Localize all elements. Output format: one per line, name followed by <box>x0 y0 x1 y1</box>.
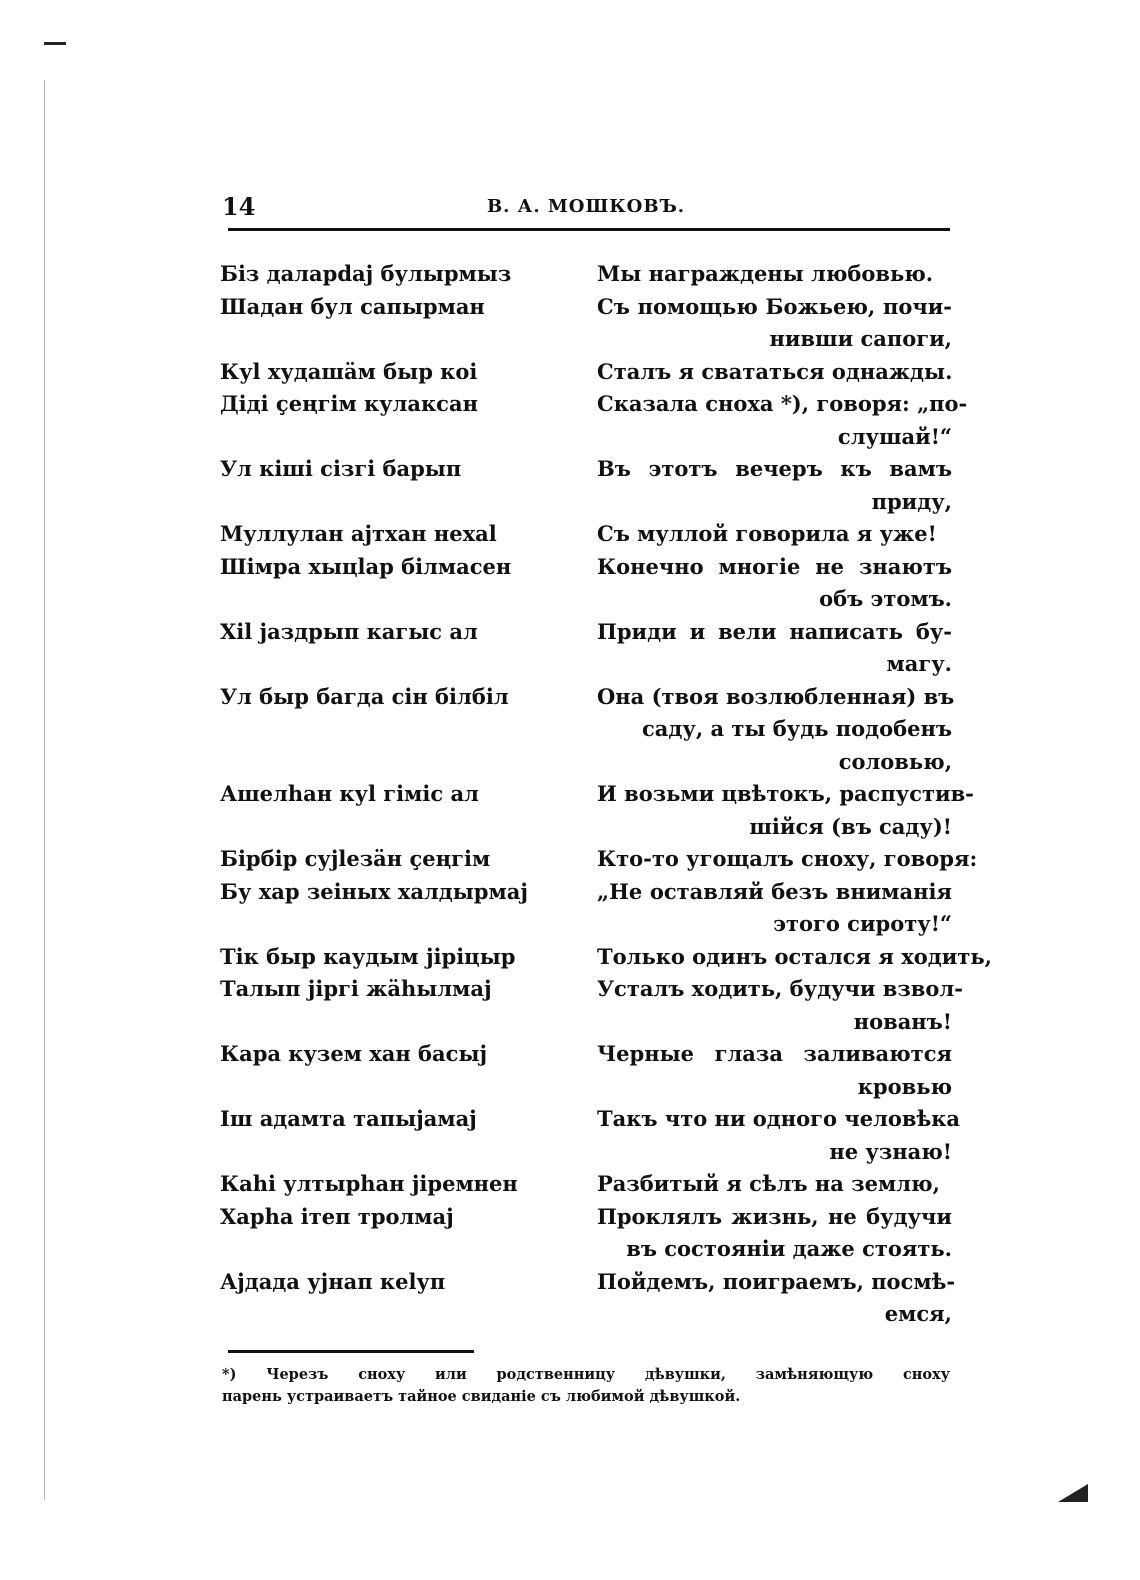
footnote-line: *) Черезъ сноху или родственницу дѣвушки, замѣняющую сноху <box>222 1366 950 1383</box>
translation-text <box>597 518 952 616</box>
translation-line: Она (твоя возлюбленная) въ <box>597 683 955 709</box>
translation-text <box>597 258 952 356</box>
original-line: Аjдада уjнап кеlуп <box>220 1268 446 1294</box>
stanza <box>220 1168 952 1266</box>
translation-line: И возьми цвѣтокъ, распустив- <box>597 781 974 806</box>
original-text <box>220 843 570 941</box>
translation-line: Приди и вели написать бу- <box>597 618 952 644</box>
translation-line: Черные глаза заливаются <box>597 1041 952 1066</box>
original-line: Біз даларdaj булырмыз <box>220 261 512 286</box>
running-title: В. А. МОШКОВЪ. <box>486 196 686 217</box>
translation-text <box>597 356 968 454</box>
translation-line: приду, <box>871 488 952 514</box>
original-text <box>220 616 570 681</box>
original-text <box>220 453 570 518</box>
translation-line: саду, а ты будь подобенъ <box>642 716 952 741</box>
stanza <box>220 941 992 1039</box>
translation-line: „Не оставляй безъ вниманія <box>597 878 952 904</box>
original-line: Іш адамта тапыjамаj <box>220 1106 477 1131</box>
original-text <box>220 258 570 356</box>
original-line: Шадан бул сапырман <box>220 293 485 319</box>
poem-body <box>220 258 992 1331</box>
original-line: Куl худашäм быр коi <box>220 358 478 384</box>
translation-line: этого сироту!“ <box>773 911 952 936</box>
translation-line: нованъ! <box>853 1008 952 1034</box>
stanza <box>220 1266 956 1331</box>
translation-text <box>597 616 952 681</box>
scan-artifact-corner-bottom <box>1058 1484 1088 1502</box>
original-line: Тік быр каудым jіріцыр <box>220 943 516 969</box>
stanza <box>220 778 974 843</box>
original-line: Каhі ултырhан jіремнен <box>220 1171 518 1196</box>
original-line: Харhа ітеп тролмаj <box>220 1203 454 1229</box>
translation-line: Сказала сноха *), говоря: „по- <box>597 391 968 416</box>
original-line: Бірбір суjlезäн ҫеңгім <box>220 846 491 871</box>
original-line: Бу хар зеіных халдырмаj <box>220 878 528 904</box>
original-text <box>220 1168 570 1266</box>
original-line: Діді ҫеңгім кулаксан <box>220 391 478 416</box>
translation-text <box>597 843 978 941</box>
original-text <box>220 681 570 779</box>
translation-line: нивши сапоги, <box>769 326 952 351</box>
translation-line: Проклялъ жизнь, не будучи <box>597 1203 952 1229</box>
translation-line: слушай!“ <box>837 423 952 449</box>
translation-line: объ этомъ. <box>819 586 952 611</box>
translation-text <box>597 1038 952 1103</box>
original-text <box>220 1038 570 1103</box>
translation-line: Пойдемъ, поиграемъ, посмѣ- <box>597 1268 956 1294</box>
stanza <box>220 258 952 356</box>
scan-artifact-corner <box>44 42 66 45</box>
original-text <box>220 518 570 616</box>
translation-line: Разбитый я сѣлъ на землю, <box>597 1171 940 1196</box>
translation-text <box>597 1168 952 1266</box>
footnote-rule <box>228 1350 474 1353</box>
stanza <box>220 1103 961 1168</box>
original-line: Талып jіргі жähылмаj <box>220 976 492 1001</box>
translation-text <box>597 1103 961 1168</box>
translation-line: Конечно многіе не знаютъ <box>597 553 952 579</box>
stanza <box>220 843 978 941</box>
page-header <box>222 190 950 224</box>
original-text <box>220 941 570 1039</box>
footnote <box>222 1364 950 1408</box>
stanza <box>220 356 968 454</box>
translation-text <box>597 941 992 1039</box>
original-line: Ул быр багда сін бiлбiл <box>220 683 509 709</box>
translation-line: Съ муллой говорила я уже! <box>597 521 937 546</box>
header-rule <box>228 228 950 231</box>
original-text <box>220 356 570 454</box>
stanza <box>220 1038 952 1103</box>
original-text <box>220 1103 570 1168</box>
translation-text <box>597 681 955 779</box>
translation-line: кровью <box>857 1073 952 1099</box>
original-line: Шімра хыцlар білмасен <box>220 553 512 579</box>
translation-line: Кто-то угощалъ сноху, говоря: <box>597 846 978 871</box>
translation-line: Сталъ я свататься однажды. <box>597 358 953 384</box>
original-line: Муллулан ajтхан нехаl <box>220 521 497 546</box>
translation-text <box>597 778 974 843</box>
scan-artifact-edge-line <box>44 80 45 1500</box>
original-line: Хіl jаздрып кагыс ал <box>220 618 478 644</box>
translation-line: Съ помощью Божьею, почи- <box>597 293 952 319</box>
page-number: 14 <box>222 192 256 221</box>
translation-text <box>597 1266 956 1331</box>
translation-line: въ состояніи даже стоять. <box>626 1236 952 1261</box>
footnote-line: парень устраиваетъ тайное свиданіе съ любимой дѣвушкой. <box>222 1388 741 1405</box>
translation-line: Въ этотъ вечеръ къ вамъ <box>597 456 952 481</box>
translation-line: не узнаю! <box>829 1138 952 1164</box>
stanza <box>220 681 955 779</box>
original-line: Ашелhан куl гіміс ал <box>220 781 479 806</box>
translation-line: шійся (въ саду)! <box>749 813 952 839</box>
translation-line: Такъ что ни одного человѣка <box>597 1106 961 1131</box>
stanza <box>220 616 952 681</box>
translation-line: емся, <box>884 1301 952 1326</box>
original-line: Кара кузем хан басыj <box>220 1041 488 1066</box>
translation-line: Усталъ ходить, будучи взвол- <box>597 976 963 1001</box>
translation-line: Мы награждены любовью. <box>597 261 934 286</box>
translation-line: Только одинъ остался я ходить, <box>597 943 992 969</box>
original-text <box>220 778 570 843</box>
original-text <box>220 1266 570 1331</box>
translation-line: магу. <box>886 651 952 676</box>
stanza <box>220 518 952 616</box>
original-line: Ул кіші сізгі барып <box>220 456 462 481</box>
translation-text <box>597 453 952 518</box>
stanza <box>220 453 952 518</box>
translation-line: соловью, <box>838 748 952 774</box>
